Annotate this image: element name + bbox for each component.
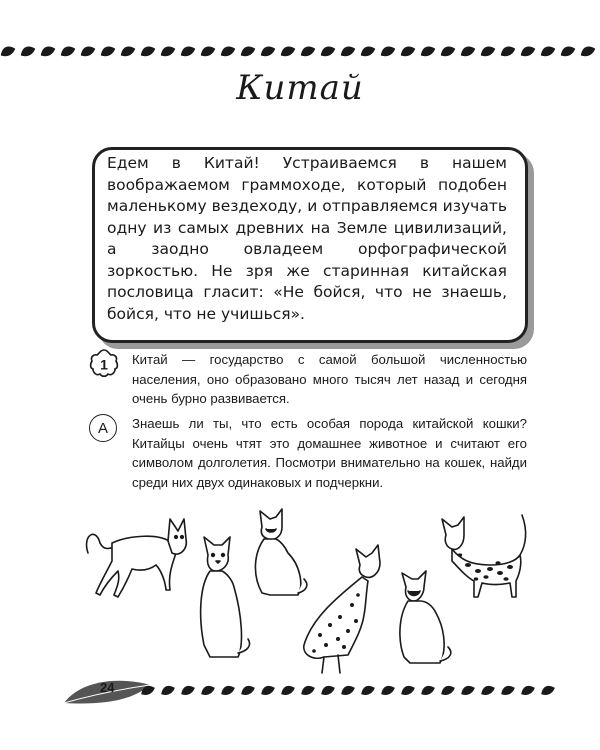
cat-sitting-icon bbox=[201, 537, 250, 657]
leaf-ornament-icon bbox=[459, 684, 476, 697]
leaf-ornament-icon bbox=[418, 44, 436, 59]
leaf-ornament-icon bbox=[159, 684, 176, 697]
leaf-ornament-icon bbox=[358, 44, 376, 59]
leaf-ornament-icon bbox=[399, 684, 416, 697]
leaf-ornament-icon bbox=[278, 44, 296, 59]
leaf-ornament-icon bbox=[578, 44, 596, 59]
leaf-ornament-icon bbox=[458, 44, 476, 59]
leaf-ornament-icon bbox=[299, 684, 316, 697]
leaf-ornament-icon bbox=[298, 44, 316, 59]
leaf-ornament-icon bbox=[558, 44, 576, 59]
task-number-flower-icon bbox=[88, 348, 120, 380]
leaf-ornament-icon bbox=[259, 684, 276, 697]
leaf-ornament-icon bbox=[479, 684, 496, 697]
leaf-ornament-icon bbox=[379, 684, 396, 697]
leaf-ornament-icon bbox=[258, 44, 276, 59]
cats-illustration bbox=[0, 505, 600, 680]
leaf-ornament-icon bbox=[58, 44, 76, 59]
leaf-ornament-icon bbox=[438, 44, 456, 59]
leaf-ornament-icon bbox=[378, 44, 396, 59]
leaf-ornament-icon bbox=[219, 684, 236, 697]
leaf-ornament-icon bbox=[98, 44, 116, 59]
leaf-ornament-icon bbox=[538, 44, 556, 59]
top-ornament-icon bbox=[0, 44, 600, 60]
bottom-ornament-icon bbox=[140, 684, 560, 698]
leaf-ornament-icon bbox=[339, 684, 356, 697]
cat-sitting-icon bbox=[400, 571, 451, 663]
page-title: Китай bbox=[236, 68, 364, 108]
page-number: 24 bbox=[100, 680, 115, 695]
leaf-ornament-icon bbox=[140, 684, 156, 697]
leaf-ornament-icon bbox=[38, 44, 56, 59]
leaf-ornament-icon bbox=[198, 44, 216, 59]
task-letter-badge: А bbox=[89, 414, 117, 442]
leaf-ornament-icon bbox=[419, 684, 436, 697]
leaf-ornament-icon bbox=[199, 684, 216, 697]
leaf-ornament-icon bbox=[539, 684, 556, 697]
leaf-ornament-icon bbox=[239, 684, 256, 697]
leaf-ornament-icon bbox=[238, 44, 256, 59]
task-a-text: Знаешь ли ты, что есть особая порода китайской кошки? Китайцы очень чтят это домашнее животное и считают его символом долголетия. Посмотри внимательно на кошек, найди среди них двух одинаковых и подчеркни. bbox=[132, 416, 527, 490]
cat-sitting-icon bbox=[255, 509, 306, 595]
leaf-ornament-icon bbox=[478, 44, 496, 59]
leaf-ornament-icon bbox=[118, 44, 136, 59]
leaf-ornament-icon bbox=[0, 44, 17, 59]
cat-walking-icon bbox=[87, 519, 187, 597]
leaf-ornament-icon bbox=[498, 44, 516, 59]
cat-spotted-icon bbox=[304, 545, 380, 673]
cat-spotted-walking-icon bbox=[442, 515, 526, 597]
leaf-ornament-icon bbox=[439, 684, 456, 697]
leaf-ornament-icon bbox=[178, 44, 196, 59]
leaf-ornament-icon bbox=[179, 684, 196, 697]
leaf-ornament-icon bbox=[398, 44, 416, 59]
leaf-ornament-icon bbox=[18, 44, 36, 59]
leaf-ornament-icon bbox=[138, 44, 156, 59]
leaf-ornament-icon bbox=[518, 44, 536, 59]
leaf-ornament-icon bbox=[338, 44, 356, 59]
leaf-ornament-icon bbox=[359, 684, 376, 697]
leaf-ornament-icon bbox=[499, 684, 516, 697]
leaf-ornament-icon bbox=[218, 44, 236, 59]
leaf-ornament-icon bbox=[318, 44, 336, 59]
leaf-ornament-icon bbox=[78, 44, 96, 59]
leaf-ornament-icon bbox=[319, 684, 336, 697]
task-number: 1 bbox=[100, 356, 108, 373]
leaf-ornament-icon bbox=[279, 684, 296, 697]
leaf-ornament-icon bbox=[158, 44, 176, 59]
leaf-ornament-icon bbox=[519, 684, 536, 697]
intro-text: Едем в Китай! Устраиваемся в нашем воображаемом граммоходе, который подобен маленькому вездеходу, и отправляемся изучать одну из самых древних на Земле цивилизаций, а заодно овладеем орфографической зоркостью. Не зря же старинная китайская пословица гласит: «Не бойся, что не знаешь, бойся, что не учишься». bbox=[107, 154, 507, 323]
task-1-text: Китай — государство с самой большой численностью населения, оно образовано много тысяч лет назад и сегодня очень бурно развивается. bbox=[132, 352, 527, 406]
